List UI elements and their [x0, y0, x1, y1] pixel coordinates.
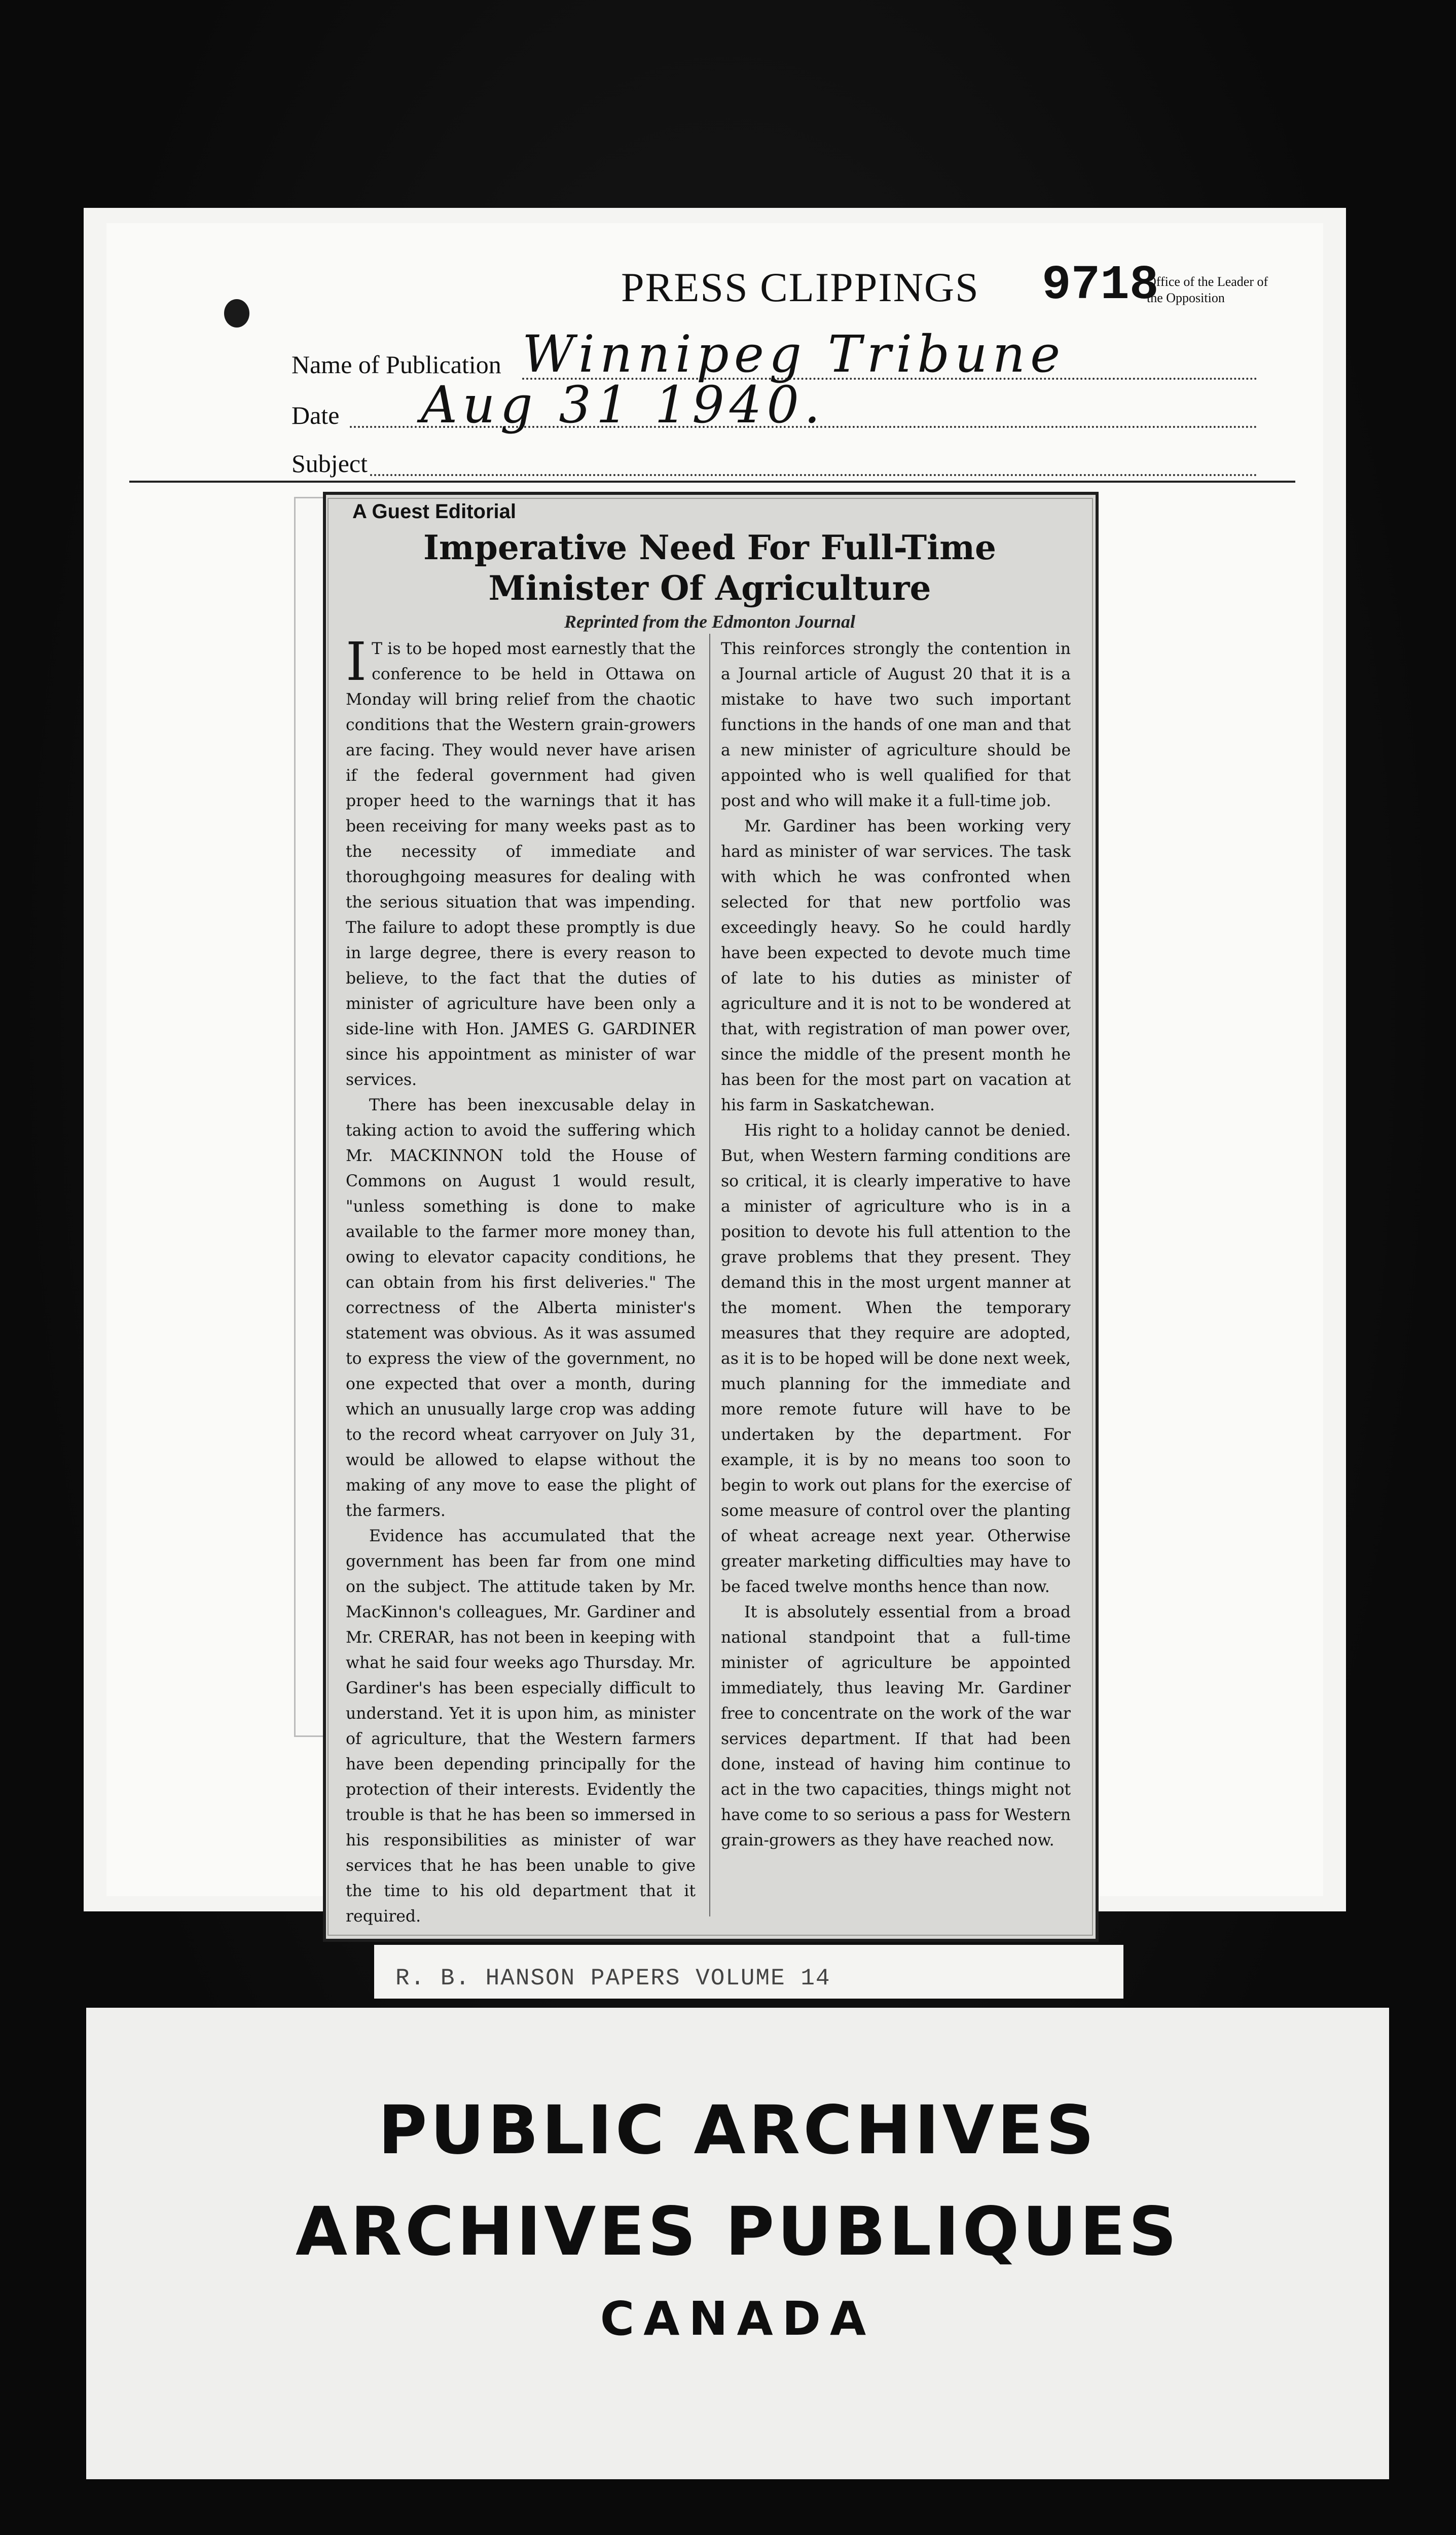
publication-label: Name of Publication	[292, 350, 501, 379]
clipping-kicker: A Guest Editorial	[352, 500, 517, 523]
archive-line-english: PUBLIC ARCHIVES	[378, 2091, 1098, 2169]
article-column-right	[721, 636, 1071, 1853]
column-rule	[709, 634, 710, 1916]
date-handwriting: Aug 31 1940.	[421, 375, 825, 434]
clipping-headline	[330, 527, 1090, 608]
punch-hole	[224, 299, 249, 328]
paragraph: His right to a holiday cannot be denied. But, when Western farming conditions are so critical, it is clearly imperative to have a minister of agriculture who is in a position to devote his full attention to the grave problems that they present. They demand this in the most urgent manner at the moment. When the temporary measures that they require are adopted, as it is to be hoped will be done next week, much planning for the immediate and more remote future will have to be undertaken by the department. For example, it is by no means too soon to begin to work out plans for the exercise of some measure of control over the planting of wheat acreage next year. Otherwise greater marketing difficulties may have to be faced twelve months hence than now.	[721, 1121, 1071, 1596]
paragraph: Evidence has accumulated that the government has been far from one mind on the subject. The attitude taken by Mr. MacKinnon's colleagues, Mr. Gardiner and Mr. CRERAR, has not been in keeping with what he said four weeks ago Thursday. Mr. Gardiner's has been especially difficult to understand. Yet it is upon him, as minister of agriculture, that the Western farmers have been depending principally for the protection of their interests. Evidently the trouble is that he has been so immersed in his responsibilities as minister of war services that he has been unable to give the time to his old department that it required.	[346, 1527, 696, 1926]
office-note: Office of the Leader of the Opposition	[1147, 274, 1268, 305]
paragraph-text: T is to be hoped most earnestly that the conference to be held in Ottawa on Monday will bring relief from the chaotic conditions that the Western grain-growers are facing. They would never have arisen if the federal government had given proper heed to the warnings that it has been receiving for many weeks past as to the necessity of immediate and thoroughgoing measures for dealing with the serious situation that was impending. The failure to adopt these promptly is due in large degree, there is every reason to believe, to the fact that the duties of minister of agriculture have been only a side-line with Hon. JAMES G. GARDINER since his appointment as minister of war services.	[346, 640, 696, 1089]
article-column-left	[346, 631, 696, 1929]
paragraph: Mr. Gardiner has been working very hard as minister of war services. The task with which he was confronted when selected for that new portfolio was exceedingly heavy. So he could hardly have been expected to devote much time of late to his duties as minister of agriculture and it is not to be wondered at that, with registration of man power over, since the middle of the present month he has been for the most part on vacation at his farm in Saskatchewan.	[721, 817, 1071, 1114]
paragraph: There has been inexcusable delay in taking action to avoid the suffering which Mr. MACKINNON told the House of Commons on August 1 would result, "unless something is done to make available to the farmer more money than, owing to elevator capacity conditions, he can obtain from his first deliveries." The correctness of the Alberta minister's statement was obvious. As it was assumed to express the view of the government, no one expected that over a month, during which an unusually large crop was adding to the record wheat carryover on July 31, would be allowed to elapse without the making of any move to ease the plight of the farmers.	[346, 1096, 696, 1520]
date-label: Date	[292, 401, 340, 429]
archive-line-country: CANADA	[600, 2292, 876, 2346]
volume-tag-text: R. B. HANSON PAPERS VOLUME 14	[395, 1965, 831, 1991]
paragraph	[346, 631, 696, 1093]
clipping-number: 9718	[1042, 258, 1159, 313]
form-divider	[129, 481, 1295, 483]
headline-line-2: Minister Of Agriculture	[488, 568, 931, 608]
drop-cap: I	[346, 631, 367, 693]
headline-line-1: Imperative Need For Full-Time	[423, 528, 997, 567]
archive-line-french: ARCHIVES PUBLIQUES	[295, 2193, 1180, 2271]
subject-line	[370, 474, 1257, 476]
clipping-byline: Reprinted from the Edmonton Journal	[564, 611, 856, 632]
subject-label: Subject	[292, 449, 368, 478]
publication-handwriting: Winnipeg Tribune	[522, 324, 1066, 384]
paragraph: It is absolutely essential from a broad national standpoint that a full-time minister of agriculture be appointed immediately, thus leaving Mr. Gardiner free to concentrate on the work of the war services department. If that had been done, instead of having him continue to act in the two capacities, things might not have come to so serious a pass for Western grain-growers as they have reached now.	[721, 1603, 1071, 1850]
paragraph: This reinforces strongly the contention in a Journal article of August 20 that it is a mistake to have two such important functions in the hands of one man and that a new minister of agriculture should be appointed who is well qualified for that post and who will make it a full-time job.	[721, 640, 1071, 810]
form-title: PRESS CLIPPINGS	[621, 264, 979, 310]
